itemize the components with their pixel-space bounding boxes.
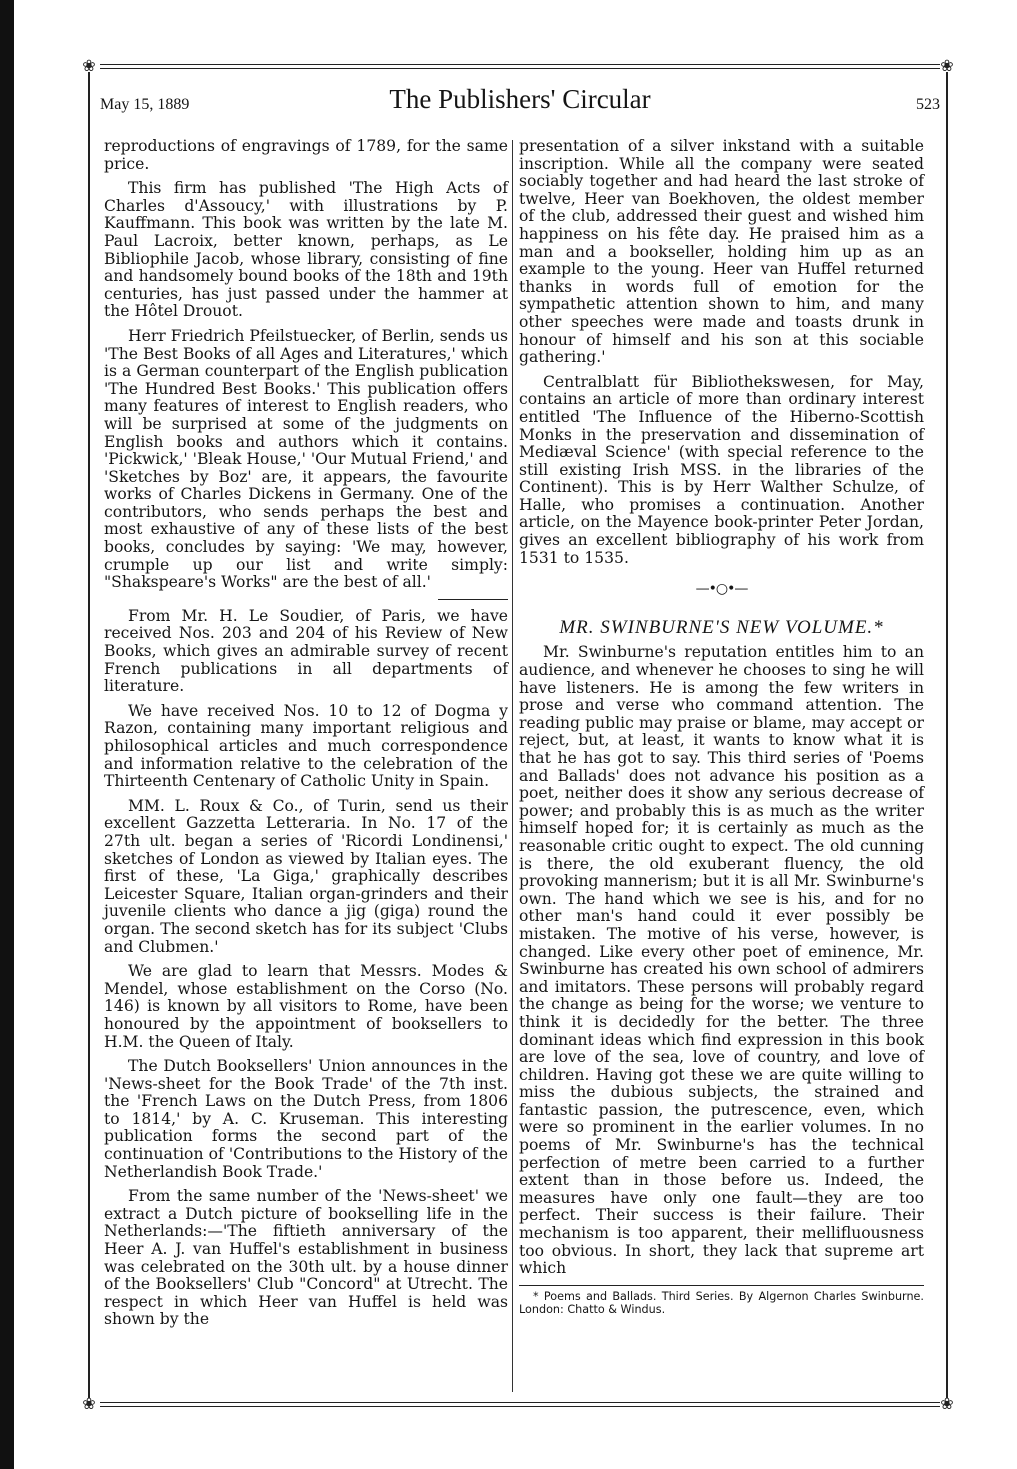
page-number: 523 <box>916 96 940 113</box>
paragraph: The Dutch Booksellers' Union announces in the 'News-sheet for the Book Trade' of the 7th inst. the 'French Laws on the Dutch Press, from 1806 to 1814,' by A. C. Kruseman. This interesting publication forms the second part of the continuation of 'Contributions to the History of the Netherlandish Book Trade.' <box>104 1057 508 1181</box>
paragraph: Mr. Swinburne's reputation entitles him to an audience, and whenever he chooses to sing he will have listeners. He is among the few writers in prose and verse who command attention. The reading public may praise or blame, may accept or reject, but, at least, it wants to know what it is that he has got to say. This third series of 'Poems and Ballads' does not advance his position as a poet, neither does it show any serious decrease of power; and probably this is as much as the writer himself hoped for; it is certainly as much as the reasonable critic ought to expect. The old cunning is there, the old exuberant fluency, the old provoking mannerism; but it is all Mr. Swinburne's own. The hand which we see is his, and for no other man's hand could it ever possibly be mistaken. The motive of his verse, however, is changed. Like every other poet of eminence, Mr. Swinburne has created his own school of admirers and imitators. These persons will probably regard the change as being for the worse; we venture to think it is decidedly for the better. The three dominant ideas which find expression in this book are love of the sea, love of country, and love of children. Having got these we are quite willing to miss the dubious subjects, the strained and fantastic passion, the putrescence, even, which were so prominent in the earlier volumes. In no poems of Mr. Swinburne's has the technical perfection of metre been carried to a further extent than in those before us. Indeed, the measures have only one fault—they are too perfect. Their success is their failure. Their mechanism is too apparent, their mellifluousness too obvious. In short, they lack that supreme art which <box>519 643 924 1278</box>
footnote: * Poems and Ballads. Third Series. By Algernon Charles Swinburne. London: Chatto & Windus. <box>519 1289 924 1317</box>
paragraph: We have received Nos. 10 to 12 of Dogma y Razon, containing many important religious and philosophical articles and much correspondence and information relative to the celebration of the Thirteenth Centenary of Catholic Unity in Spain. <box>104 701 508 791</box>
paragraph: Centralblatt für Bibliothekswesen, for May, contains an article of more than ordinary interest entitled 'The Influence of the Hiberno-Scottish Monks in the preservation and dissemination of Mediæval Science' (with special reference to the still existing Irish MSS. in the libraries of the Continent). This is by Herr Walther Schulze, of Halle, who promises a continuation. Another article, on the Mayence book-printer Peter Jordan, gives an excellent bibliography of his work from 1531 to 1535. <box>519 372 924 567</box>
corner-ornament-icon: ❀ <box>82 1394 96 1413</box>
paragraph: From Mr. H. Le Soudier, of Paris, we have received Nos. 203 and 204 of his Review of New Books, which gives an admirable survey of recent French publications in all departments of literature. <box>104 606 508 696</box>
paragraph: From the same number of the 'News-sheet' we extract a Dutch picture of bookselling life in the Netherlands:—'The fiftieth anniversary of the Heer A. J. van Huffel's establishment in business was celebrated on the 30th ult. by a house dinner of the Booksellers' Club "Concord" at Utrecht. The respect in which Heer van Huffel is held was shown by the <box>104 1187 508 1329</box>
column-divider <box>512 140 513 1392</box>
journal-title: The Publishers' Circular <box>389 84 651 114</box>
top-border <box>100 64 940 65</box>
corner-ornament-icon: ❀ <box>940 56 954 75</box>
binding-edge <box>0 0 14 1469</box>
right-column <box>519 138 924 1317</box>
bottom-border-inner <box>100 1406 940 1407</box>
right-border <box>946 72 948 1398</box>
top-border-inner <box>100 68 940 69</box>
issue-date: May 15, 1889 <box>100 96 190 113</box>
paragraph: MM. L. Roux & Co., of Turin, send us their excellent Gazzetta Letteraria. In No. 17 of the 27th ult. began a series of 'Ricordi Londinensi,' sketches of London as viewed by Italian eyes. The first of these, 'La Giga,' graphically describes Leicester Square, Italian organ-grinders and their juvenile clients who dance a jig (giga) round the organ. The second sketch has for its subject 'Clubs and Clubmen.' <box>104 796 508 956</box>
bottom-border <box>100 1402 940 1403</box>
paragraph: This firm has published 'The High Acts of Charles d'Assoucy,' with illustrations by P. Kauffmann. This book was written by the late M. Paul Lacroix, better known, perhaps, as Le Bibliophile Jacob, whose library, consisting of fine and handsomely bound books of the 18th and 19th centuries, has just passed under the hammer at the Hôtel Drouot. <box>104 179 508 321</box>
left-border <box>88 72 90 1398</box>
section-separator: —•○•— <box>695 581 748 598</box>
paragraph: We are glad to learn that Messrs. Modes & Mendel, whose establishment on the Corso (No. 146) is known by all visitors to Rome, have been honoured by the appointment of booksellers to H.M. the Queen of Italy. <box>104 962 508 1051</box>
corner-ornament-icon: ❀ <box>82 56 96 75</box>
paragraph: reproductions of engravings of 1789, for the same price. <box>104 137 508 173</box>
left-column <box>104 138 508 1336</box>
corner-ornament-icon: ❀ <box>940 1394 954 1413</box>
section-heading: MR. SWINBURNE'S NEW VOLUME.* <box>559 616 884 638</box>
running-header <box>100 82 940 128</box>
footnote-rule <box>519 1285 924 1286</box>
paragraph: Herr Friedrich Pfeilstuecker, of Berlin, sends us 'The Best Books of all Ages and Literatures,' which is a German counterpart of the English publication 'The Hundred Best Books.' This publication offers many features of interest to English readers, who will be surprised at some of the judgments on English books and authors which it contains. 'Pickwick,' 'Bleak House,' 'Our Mutual Friend,' and 'Sketches by Boz' are, it appears, the favourite works of Charles Dickens in Germany. One of the contributors, who sends perhaps the best and most exhaustive of any of these lists of the best books, concludes by saying: 'We may, however, crumple up our list and write simply: "Shakspeare's Works" are the best of all.' <box>104 326 508 592</box>
paragraph-rule <box>438 599 508 600</box>
paragraph: presentation of a silver inkstand with a suitable inscription. While all the company were seated sociably together and had heard the last stroke of twelve, Heer van Boekhoven, the oldest member of the club, addressed their guest and wished him happiness on his fête day. He praised him as a man and a bookseller, holding him up as an example to the young. Heer van Huffel returned thanks in words full of emotion for the sympathetic attention shown to him, and many other speeches were made and toasts drunk in honour of himself and his son at this sociable gathering.' <box>519 137 924 367</box>
